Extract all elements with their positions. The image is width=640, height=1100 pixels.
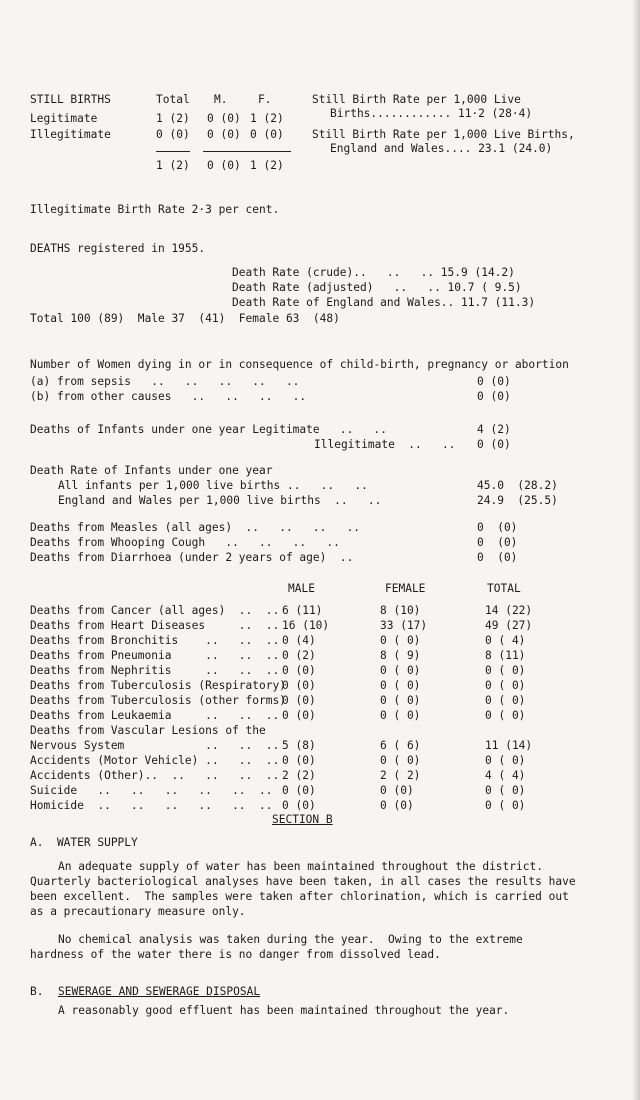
measles-deaths-value: 0 (0) bbox=[477, 521, 518, 534]
cause-row-male: 16 (10) bbox=[282, 619, 330, 632]
cause-row-total: 11 (14) bbox=[485, 739, 533, 752]
sewerage-para: A reasonably good effluent has been maintained throughout the year. bbox=[58, 1004, 510, 1017]
cause-row-female: 6 ( 6) bbox=[380, 739, 421, 752]
diarrhoea-deaths: Deaths from Diarrhoea (under 2 years of age) .. bbox=[30, 551, 354, 564]
cause-row-label: Deaths from Vascular Lesions of the bbox=[30, 724, 266, 737]
cause-row-female: 8 ( 9) bbox=[380, 649, 421, 662]
stillbirths-row-total: 0 (0) bbox=[156, 128, 190, 141]
cause-row-female: 8 (10) bbox=[380, 604, 421, 617]
infant-deaths-illegitimate-value: 0 (0) bbox=[477, 438, 511, 451]
cause-row-male: 0 (0) bbox=[282, 709, 316, 722]
stillbirth-rate-line1: Still Birth Rate per 1,000 Live bbox=[312, 93, 521, 106]
cause-row-male: 0 (0) bbox=[282, 784, 316, 797]
cause-row-male: 0 (0) bbox=[282, 679, 316, 692]
cause-row-male: 0 (0) bbox=[282, 664, 316, 677]
col-female-header: FEMALE bbox=[385, 582, 426, 595]
cause-row-total: 0 ( 0) bbox=[485, 694, 526, 707]
deaths-heading: DEATHS registered in 1955. bbox=[30, 242, 206, 255]
cause-row-label: Accidents (Other).. .. .. .. .. bbox=[30, 769, 280, 782]
cause-row-label: Nervous System .. .. .. bbox=[30, 739, 280, 752]
measles-deaths: Deaths from Measles (all ages) .. .. .. .. bbox=[30, 521, 361, 534]
infant-rate-ew-value: 24.9 (25.5) bbox=[477, 494, 558, 507]
deaths-total-line: Total 100 (89) Male 37 (41) Female 63 (48) bbox=[30, 312, 340, 325]
page-edge-shadow bbox=[632, 0, 640, 1100]
cause-row-female: 33 (17) bbox=[380, 619, 428, 632]
stillbirths-row-label: Illegitimate bbox=[30, 128, 111, 141]
cause-row-female: 0 ( 0) bbox=[380, 679, 421, 692]
infant-deaths-legitimate-value: 4 (2) bbox=[477, 423, 511, 436]
death-rate-adjusted: Death Rate (adjusted) .. .. 10.7 ( 9.5) bbox=[232, 281, 522, 294]
cause-row-total: 8 (11) bbox=[485, 649, 526, 662]
infant-deaths-illegitimate: Illegitimate .. .. bbox=[314, 438, 456, 451]
water-para2-line: No chemical analysis was taken during the year. Owing to the extreme bbox=[58, 933, 523, 946]
sewerage-prefix: B. bbox=[30, 985, 44, 998]
maternal-row-label: (b) from other causes .. .. .. .. bbox=[30, 390, 307, 403]
col-total-header: TOTAL bbox=[487, 582, 521, 595]
stillbirths-sum-m: 0 (0) bbox=[207, 159, 241, 172]
water-para1-line: been excellent. The samples were taken after chlorination, which is carried out bbox=[30, 890, 569, 903]
stillbirths-row-m: 0 (0) bbox=[207, 112, 241, 125]
cause-row-female: 0 ( 0) bbox=[380, 634, 421, 647]
section-b-heading: SECTION B bbox=[272, 813, 333, 826]
stillbirths-row-label: Legitimate bbox=[30, 112, 98, 125]
whooping-cough-deaths-value: 0 (0) bbox=[477, 536, 518, 549]
whooping-cough-deaths: Deaths from Whooping Cough .. .. .. .. bbox=[30, 536, 340, 549]
col-male-header: MALE bbox=[288, 582, 315, 595]
sum-rule-total bbox=[156, 151, 190, 152]
infant-deaths-legitimate: Deaths of Infants under one year Legitimate .. .. bbox=[30, 423, 387, 436]
cause-row-label: Deaths from Cancer (all ages) .. .. bbox=[30, 604, 280, 617]
maternal-row-value: 0 (0) bbox=[477, 375, 511, 388]
infant-rate-ew: England and Wales per 1,000 live births .. .. bbox=[58, 494, 382, 507]
stillbirths-col-m: M. bbox=[214, 93, 228, 106]
cause-row-total: 4 ( 4) bbox=[485, 769, 526, 782]
cause-row-total: 0 ( 0) bbox=[485, 679, 526, 692]
stillbirth-rate-line2: Births............ 11·2 (28·4) bbox=[330, 107, 533, 120]
cause-row-label: Accidents (Motor Vehicle) .. .. .. bbox=[30, 754, 280, 767]
stillbirths-row-total: 1 (2) bbox=[156, 112, 190, 125]
stillbirths-sum-f: 1 (2) bbox=[250, 159, 284, 172]
stillbirths-sum-total: 1 (2) bbox=[156, 159, 190, 172]
cause-row-total: 0 ( 0) bbox=[485, 784, 526, 797]
cause-row-label: Deaths from Nephritis .. .. .. bbox=[30, 664, 280, 677]
maternal-heading: Number of Women dying in or in consequence of child-birth, pregnancy or abortion bbox=[30, 358, 569, 371]
cause-row-total: 14 (22) bbox=[485, 604, 533, 617]
cause-row-label: Deaths from Bronchitis .. .. .. bbox=[30, 634, 280, 647]
infant-rate-all: All infants per 1,000 live births .. .. .. bbox=[58, 479, 368, 492]
cause-row-total: 0 ( 4) bbox=[485, 634, 526, 647]
water-para1-line: as a precautionary measure only. bbox=[30, 905, 246, 918]
cause-row-male: 5 (8) bbox=[282, 739, 316, 752]
cause-row-female: 2 ( 2) bbox=[380, 769, 421, 782]
stillbirths-col-f: F. bbox=[258, 93, 272, 106]
cause-row-male: 0 (0) bbox=[282, 694, 316, 707]
stillbirths-row-f: 0 (0) bbox=[250, 128, 284, 141]
infant-rate-all-value: 45.0 (28.2) bbox=[477, 479, 558, 492]
sum-rule-mf bbox=[203, 151, 291, 152]
cause-row-label: Suicide .. .. .. .. .. .. bbox=[30, 784, 273, 797]
stillbirth-ew-line2: England and Wales.... 23.1 (24.0) bbox=[330, 142, 553, 155]
stillbirths-col-total: Total bbox=[156, 93, 190, 106]
maternal-row-label: (a) from sepsis .. .. .. .. .. bbox=[30, 375, 300, 388]
cause-row-total: 0 ( 0) bbox=[485, 664, 526, 677]
cause-row-total: 0 ( 0) bbox=[485, 709, 526, 722]
cause-row-label: Deaths from Leukaemia .. .. .. bbox=[30, 709, 280, 722]
cause-row-male: 6 (11) bbox=[282, 604, 323, 617]
death-rate-england: Death Rate of England and Wales.. 11.7 (11.3) bbox=[232, 296, 536, 309]
cause-row-male: 0 (0) bbox=[282, 754, 316, 767]
stillbirth-ew-line1: Still Birth Rate per 1,000 Live Births, bbox=[312, 128, 575, 141]
cause-row-female: 0 ( 0) bbox=[380, 709, 421, 722]
cause-row-female: 0 ( 0) bbox=[380, 694, 421, 707]
diarrhoea-deaths-value: 0 (0) bbox=[477, 551, 518, 564]
water-para2-line: hardness of the water there is no danger from dissolved lead. bbox=[30, 948, 441, 961]
cause-row-total: 0 ( 0) bbox=[485, 799, 526, 812]
cause-row-label: Deaths from Tuberculosis (Respiratory) bbox=[30, 679, 286, 692]
water-para1-line: Quarterly bacteriological analyses have been taken, in all cases the results have bbox=[30, 875, 576, 888]
cause-row-total: 0 ( 0) bbox=[485, 754, 526, 767]
cause-row-label: Homicide .. .. .. .. .. .. bbox=[30, 799, 273, 812]
cause-row-label: Deaths from Tuberculosis (other forms) bbox=[30, 694, 286, 707]
cause-row-female: 0 (0) bbox=[380, 799, 414, 812]
stillbirths-row-m: 0 (0) bbox=[207, 128, 241, 141]
infant-rate-heading: Death Rate of Infants under one year bbox=[30, 464, 273, 477]
cause-row-male: 0 (0) bbox=[282, 799, 316, 812]
cause-row-female: 0 ( 0) bbox=[380, 664, 421, 677]
water-supply-heading: A. WATER SUPPLY bbox=[30, 836, 138, 849]
sewerage-heading: SEWERAGE AND SEWERAGE DISPOSAL bbox=[58, 985, 261, 998]
water-para1-line: An adequate supply of water has been maintained throughout the district. bbox=[58, 860, 543, 873]
maternal-row-value: 0 (0) bbox=[477, 390, 511, 403]
cause-row-female: 0 (0) bbox=[380, 784, 414, 797]
cause-row-female: 0 ( 0) bbox=[380, 754, 421, 767]
stillbirths-row-f: 1 (2) bbox=[250, 112, 284, 125]
death-rate-crude: Death Rate (crude).. .. .. 15.9 (14.2) bbox=[232, 266, 515, 279]
cause-row-total: 49 (27) bbox=[485, 619, 533, 632]
cause-row-male: 0 (2) bbox=[282, 649, 316, 662]
illegitimate-birth-rate: Illegitimate Birth Rate 2·3 per cent. bbox=[30, 203, 280, 216]
cause-row-label: Deaths from Heart Diseases .. .. bbox=[30, 619, 280, 632]
stillbirths-heading: STILL BIRTHS bbox=[30, 93, 111, 106]
cause-row-male: 0 (4) bbox=[282, 634, 316, 647]
cause-row-label: Deaths from Pneumonia .. .. .. bbox=[30, 649, 280, 662]
cause-row-male: 2 (2) bbox=[282, 769, 316, 782]
